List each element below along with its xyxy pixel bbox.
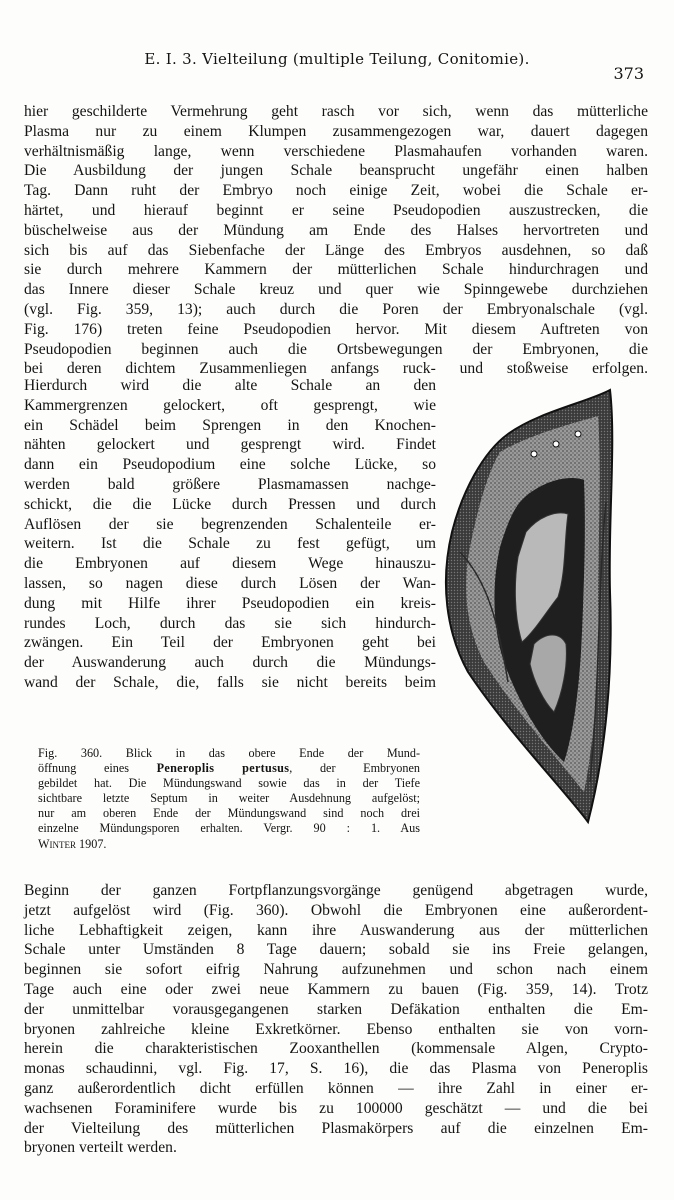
author-name: Winter [38, 836, 76, 851]
text-line: bryonen verteilt werden. [24, 1139, 177, 1157]
text-line: schickt, die die Lücke durch Pressen und durch [24, 495, 436, 513]
text-line: sie durch mehrere Kammern der mütterlichen Schale hindurchragen und [24, 261, 648, 279]
text-line: monas schaudinni, vgl. Fig. 17, S. 16), die das Plasma von Peneroplis [24, 1060, 648, 1078]
text-line: der Vielteilung des mütterlichen Plasmakörpers auf die einzelnen Em- [24, 1119, 648, 1137]
caption-line: einzelne Mündungsporen erhalten. Vergr. 90 : 1. Aus [38, 821, 420, 836]
text-line: weitern. Ist die Schale zu fest gefügt, um [24, 535, 436, 553]
text-line: (vgl. Fig. 359, 13); auch durch die Poren der Embryonalschale (vgl. [24, 300, 648, 318]
paragraph-2 [24, 376, 436, 693]
caption-line [38, 761, 420, 776]
caption-line: gebildet hat. Die Mündungswand sowie das in der Tiefe [38, 776, 420, 791]
paragraph-3 [24, 881, 648, 1158]
text-line: jetzt aufgelöst wird (Fig. 360). Obwohl die Embryonen eine außerordent- [24, 901, 648, 919]
text-line: verhältnismäßig lange, wenn verschiedene Plasmahaufen vorhanden waren. [24, 142, 648, 160]
text-line: die Embryonen auf diesem Wege hinauszu- [24, 555, 436, 573]
text-line: beginnen sie sofort eifrig Nahrung aufzunehmen und schon nach einem [24, 961, 648, 979]
text-line: das Innere dieser Schale kreuz und quer wie Spinngewebe durchziehen [24, 281, 648, 299]
text-line: Auflösen der sie begrenzenden Schalenteile er- [24, 515, 436, 533]
text-line: Schale unter Umständen 8 Tage dauern; sobald sie ins Freie gelangen, [24, 941, 648, 959]
caption-line: sichtbare letzte Septum in weiter Ausdehnung aufgelöst; [38, 791, 420, 806]
text-line: bei deren dichtem Zusammenliegen anfangs ruck- und stoßweise erfolgen. [24, 360, 648, 378]
text-line: der unmittelbar vorausgegangenen starken Defäkation enthalten die Em- [24, 1000, 648, 1018]
text-line: Die Ausbildung der jungen Schale beansprucht ungefähr einen halben [24, 162, 648, 180]
text-line: liche Lebhaftigkeit zeigen, kann ihre Auswanderung aus der mütterlichen [24, 921, 648, 939]
text-line: lassen, so nagen diese durch Lösen der Wan- [24, 574, 436, 592]
paragraph-1 [24, 102, 648, 379]
text-line: Plasma nur zu einem Klumpen zusammengezogen war, dauert dagegen [24, 122, 648, 140]
species-name: Peneroplis pertusus [156, 761, 290, 776]
caption-text: 1907. [76, 836, 107, 851]
text-line: ganz außerordentlich dicht erfüllen können — ihre Zahl in einer er- [24, 1079, 648, 1097]
aperture-pore [553, 441, 559, 447]
text-line: büschelweise aus der Mündung am Ende des Halses hervortreten und [24, 221, 648, 239]
caption-line: nur am oberen Ende der Mündungswand sind noch drei [38, 806, 420, 821]
text-line: härtet, und hierauf beginnt er seine Pseudopodien auszustrecken, die [24, 201, 648, 219]
aperture-pore [531, 451, 537, 457]
text-line: herein die charakteristischen Zooxanthellen (kommensale Algen, Crypto- [24, 1040, 648, 1058]
caption-line: Fig. 360. Blick in das obere Ende der Mund- [38, 746, 420, 760]
text-line: ein Schädel beim Sprengen in den Knochen- [24, 416, 436, 434]
running-title: E. I. 3. Vielteilung (multiple Teilung, Conitomie). [144, 50, 530, 68]
text-line: Fig. 176) treten feine Pseudopodien hervor. Mit diesem Auftreten von [24, 320, 648, 338]
text-line: Hierdurch wird die alte Schale an den [24, 377, 436, 394]
figure-caption [38, 746, 420, 852]
aperture-pore [575, 431, 581, 437]
text-line: bryonen zahlreiche kleine Exkretkörner. Ebenso enthalten sie von vorn- [24, 1020, 648, 1038]
caption-text: öffnung eines [38, 761, 157, 776]
text-line: Beginn der ganzen Fortpflanzungsvorgänge genügend abgetragen wurde, [24, 882, 648, 899]
text-line: wachsenen Foraminifere wurde bis zu 100000 geschätzt — und die bei [24, 1099, 648, 1117]
caption-line [38, 837, 420, 852]
caption-text: , der Embryonen [289, 761, 420, 776]
text-line: zwängen. Ein Teil der Embryonen geht bei [24, 634, 436, 652]
text-line: wand der Schale, die, falls sie nicht bereits beim [24, 673, 436, 691]
figure-360-illustration [438, 382, 634, 844]
text-line: Tag. Dann ruht der Embryo noch einige Zeit, wobei die Schale er- [24, 182, 648, 200]
text-line: nähten gelockert und gesprengt wird. Findet [24, 436, 436, 454]
text-line: werden bald größere Plasmamassen nachge- [24, 475, 436, 493]
text-line: Pseudopodien beginnen auch die Ortsbewegungen der Embryonen, die [24, 340, 648, 358]
page-number: 373 [613, 64, 644, 83]
text-line: dung mit Hilfe ihrer Pseudopodien ein kreis- [24, 594, 436, 612]
text-line: hier geschilderte Vermehrung geht rasch vor sich, wenn das mütterliche [24, 103, 648, 120]
text-line: Tage auch eine oder zwei neue Kammern zu bauen (Fig. 359, 14). Trotz [24, 980, 648, 998]
text-line: sich bis auf das Siebenfache der Länge des Embryos ausdehnen, so daß [24, 241, 648, 259]
text-line: Kammergrenzen gelockert, oft gesprengt, wie [24, 396, 436, 414]
page-header [0, 50, 674, 83]
text-line: dann ein Pseudopodium eine solche Lücke, so [24, 456, 436, 474]
text-line: rundes Loch, durch das sie sich hindurch- [24, 614, 436, 632]
shell-drawing [438, 382, 634, 844]
text-line: der Auswanderung auch durch die Mündungs- [24, 654, 436, 672]
